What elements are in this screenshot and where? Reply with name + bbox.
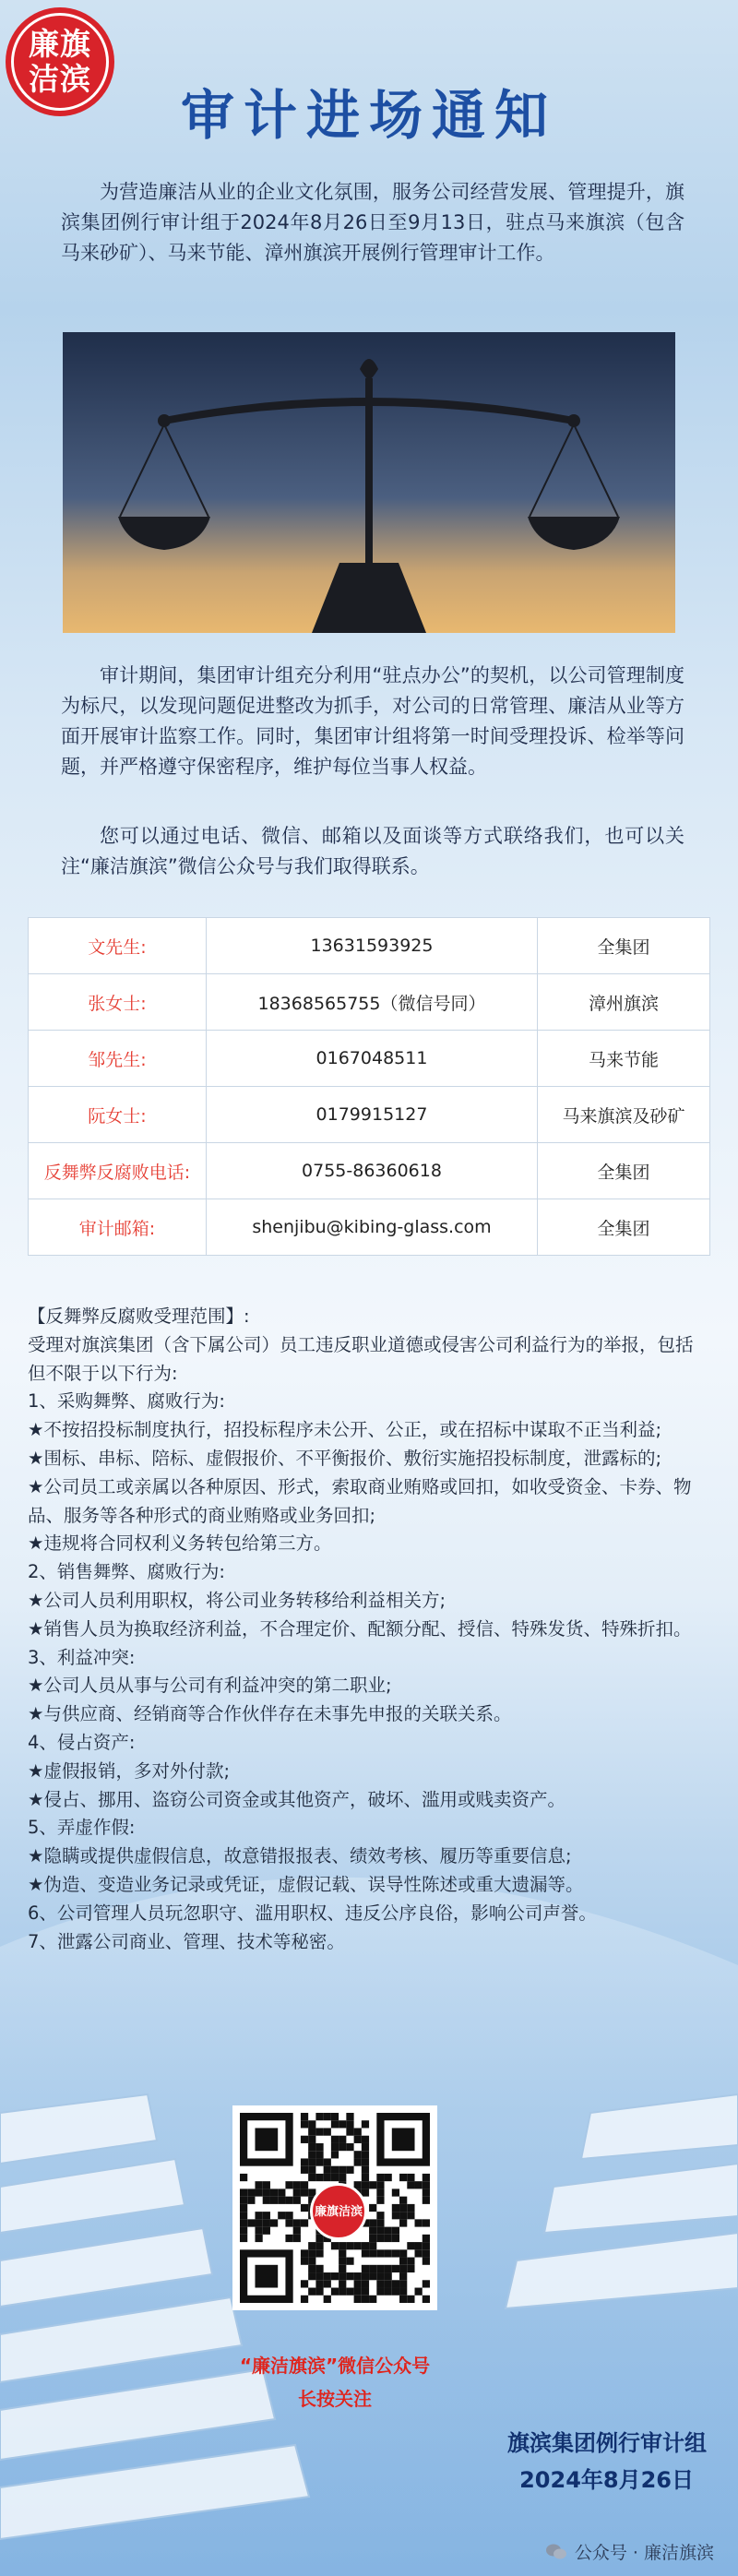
scope-line: 4、侵占资产: bbox=[28, 1731, 136, 1753]
scope-line: 2、销售舞弊、腐败行为: bbox=[28, 1561, 225, 1583]
page-title: 审计进场通知 bbox=[180, 84, 557, 147]
anti-fraud-scope-section bbox=[28, 1303, 710, 1956]
scope-line: ★公司员工或亲属以各种原因、形式，索取商业贿赂或回扣，如收受资金、卡券、物品、服务等各种形式的商业贿赂或业务回扣; bbox=[28, 1475, 692, 1526]
scope-line: 7、泄露公司商业、管理、技术等秘密。 bbox=[28, 1930, 345, 1952]
scales-of-justice-image bbox=[63, 332, 675, 633]
scope-line: 【反舞弊反腐败受理范围】: bbox=[28, 1306, 250, 1327]
scope-line: 受理对旗滨集团（含下属公司）员工违反职业道德或侵害公司利益行为的举报，包括但不限于以下行为: bbox=[28, 1333, 694, 1384]
scope-line: ★伪造、变造业务记录或凭证，虚假记载、误导性陈述或重大遗漏等。 bbox=[28, 1873, 584, 1895]
signature-date: 2024年8月26日 bbox=[519, 2467, 694, 2493]
scope-line: 6、公司管理人员玩忽职守、滥用职权、违反公序良俗，影响公司声誉。 bbox=[28, 1902, 597, 1924]
contact-us-paragraph: 您可以通过电话、微信、邮箱以及面谈等方式联络我们，也可以关注“廉洁旗滨”微信公众号与我们取得联系。 bbox=[61, 825, 684, 877]
scope-line: ★不按招投标制度执行，招投标程序未公开、公正，或在招标中谋取不正当利益; bbox=[28, 1419, 662, 1441]
scope-line: ★与供应商、经销商等合作伙伴存在未事先申报的关联关系。 bbox=[28, 1703, 512, 1725]
contact-scope: 全集团 bbox=[538, 1143, 710, 1199]
contact-scope: 马来旗滨及砂矿 bbox=[538, 1087, 710, 1143]
signature-org: 旗滨集团例行审计组 bbox=[507, 2430, 707, 2456]
contact-name: 反舞弊反腐败电话: bbox=[29, 1143, 207, 1199]
contact-name: 审计邮箱: bbox=[29, 1199, 207, 1256]
contact-row bbox=[29, 918, 710, 974]
contact-scope: 漳州旗滨 bbox=[538, 974, 710, 1031]
contact-name: 文先生: bbox=[29, 918, 207, 974]
scope-line: 5、弄虚作假: bbox=[28, 1817, 136, 1839]
contact-value[interactable]: 13631593925 bbox=[207, 918, 538, 974]
scope-line: 1、采购舞弊、腐败行为: bbox=[28, 1390, 225, 1413]
scope-line: ★虚假报销，多对外付款; bbox=[28, 1759, 231, 1782]
audit-period-paragraph: 审计期间，集团审计组充分利用“驻点办公”的契机，以公司管理制度为标尺，以发现问题促进整改为抓手，对公司的日常管理、廉洁从业等方面开展审计监察工作。同时，集团审计组将第一时间受理投诉、检举等问题，并严格遵守保密程序，维护每位当事人权益。 bbox=[61, 664, 684, 778]
contact-row bbox=[29, 1031, 710, 1087]
scope-line: 3、利益冲突: bbox=[28, 1646, 136, 1668]
qr-caption-account: “廉洁旗滨”微信公众号 bbox=[239, 2355, 431, 2377]
contact-value[interactable]: 18368565755（微信号同） bbox=[207, 974, 538, 1031]
contact-name: 阮女士: bbox=[29, 1087, 207, 1143]
contact-scope: 全集团 bbox=[538, 918, 710, 974]
scope-line: ★侵占、挪用、盗窃公司资金或其他资产，破坏、滥用或贱卖资产。 bbox=[28, 1788, 565, 1810]
contact-name: 张女士: bbox=[29, 974, 207, 1031]
contact-row bbox=[29, 1143, 710, 1199]
contact-row bbox=[29, 1199, 710, 1256]
wechat-icon bbox=[545, 2543, 567, 2561]
contact-table bbox=[28, 917, 710, 1256]
qr-caption-follow: 长按关注 bbox=[298, 2388, 372, 2410]
qr-center-logo: 廉旗洁滨 bbox=[310, 2183, 367, 2240]
scope-line: ★隐瞒或提供虚假信息，故意错报报表、绩效考核、履历等重要信息; bbox=[28, 1845, 572, 1867]
scope-line: ★公司人员从事与公司有利益冲突的第二职业; bbox=[28, 1675, 392, 1697]
scope-line: ★围标、串标、陪标、虚假报价、不平衡报价、敷衍实施招投标制度，泄露标的; bbox=[28, 1447, 662, 1469]
intro-paragraph: 为营造廉洁从业的企业文化氛围，服务公司经营发展、管理提升，旗滨集团例行审计组于2024年8月26日至9月13日，驻点马来旗滨（包含马来砂矿）、马来节能、漳州旗滨开展例行管理审计工作。 bbox=[61, 181, 684, 264]
wechat-qr-code[interactable] bbox=[232, 2105, 437, 2310]
scope-line: ★违规将合同权利义务转包给第三方。 bbox=[28, 1532, 332, 1555]
contact-row bbox=[29, 974, 710, 1031]
logo-line1: 廉旗 bbox=[29, 26, 91, 62]
contact-scope: 马来节能 bbox=[538, 1031, 710, 1087]
contact-value[interactable]: 0179915127 bbox=[207, 1087, 538, 1143]
scope-line: ★销售人员为换取经济利益，不合理定价、配额分配、授信、特殊发货、特殊折扣。 bbox=[28, 1617, 692, 1640]
footer-watermark bbox=[545, 2539, 714, 2564]
contact-value[interactable]: shenjibu@kibing-glass.com bbox=[207, 1199, 538, 1256]
logo-line2: 洁滨 bbox=[29, 61, 91, 97]
contact-name: 邹先生: bbox=[29, 1031, 207, 1087]
contact-row bbox=[29, 1087, 710, 1143]
footer-text: 公众号 · 廉洁旗滨 bbox=[574, 2543, 714, 2563]
scope-line: ★公司人员利用职权，将公司业务转移给利益相关方; bbox=[28, 1589, 446, 1611]
contact-value[interactable]: 0755-86360618 bbox=[207, 1143, 538, 1199]
contact-scope: 全集团 bbox=[538, 1199, 710, 1256]
contact-value[interactable]: 0167048511 bbox=[207, 1031, 538, 1087]
